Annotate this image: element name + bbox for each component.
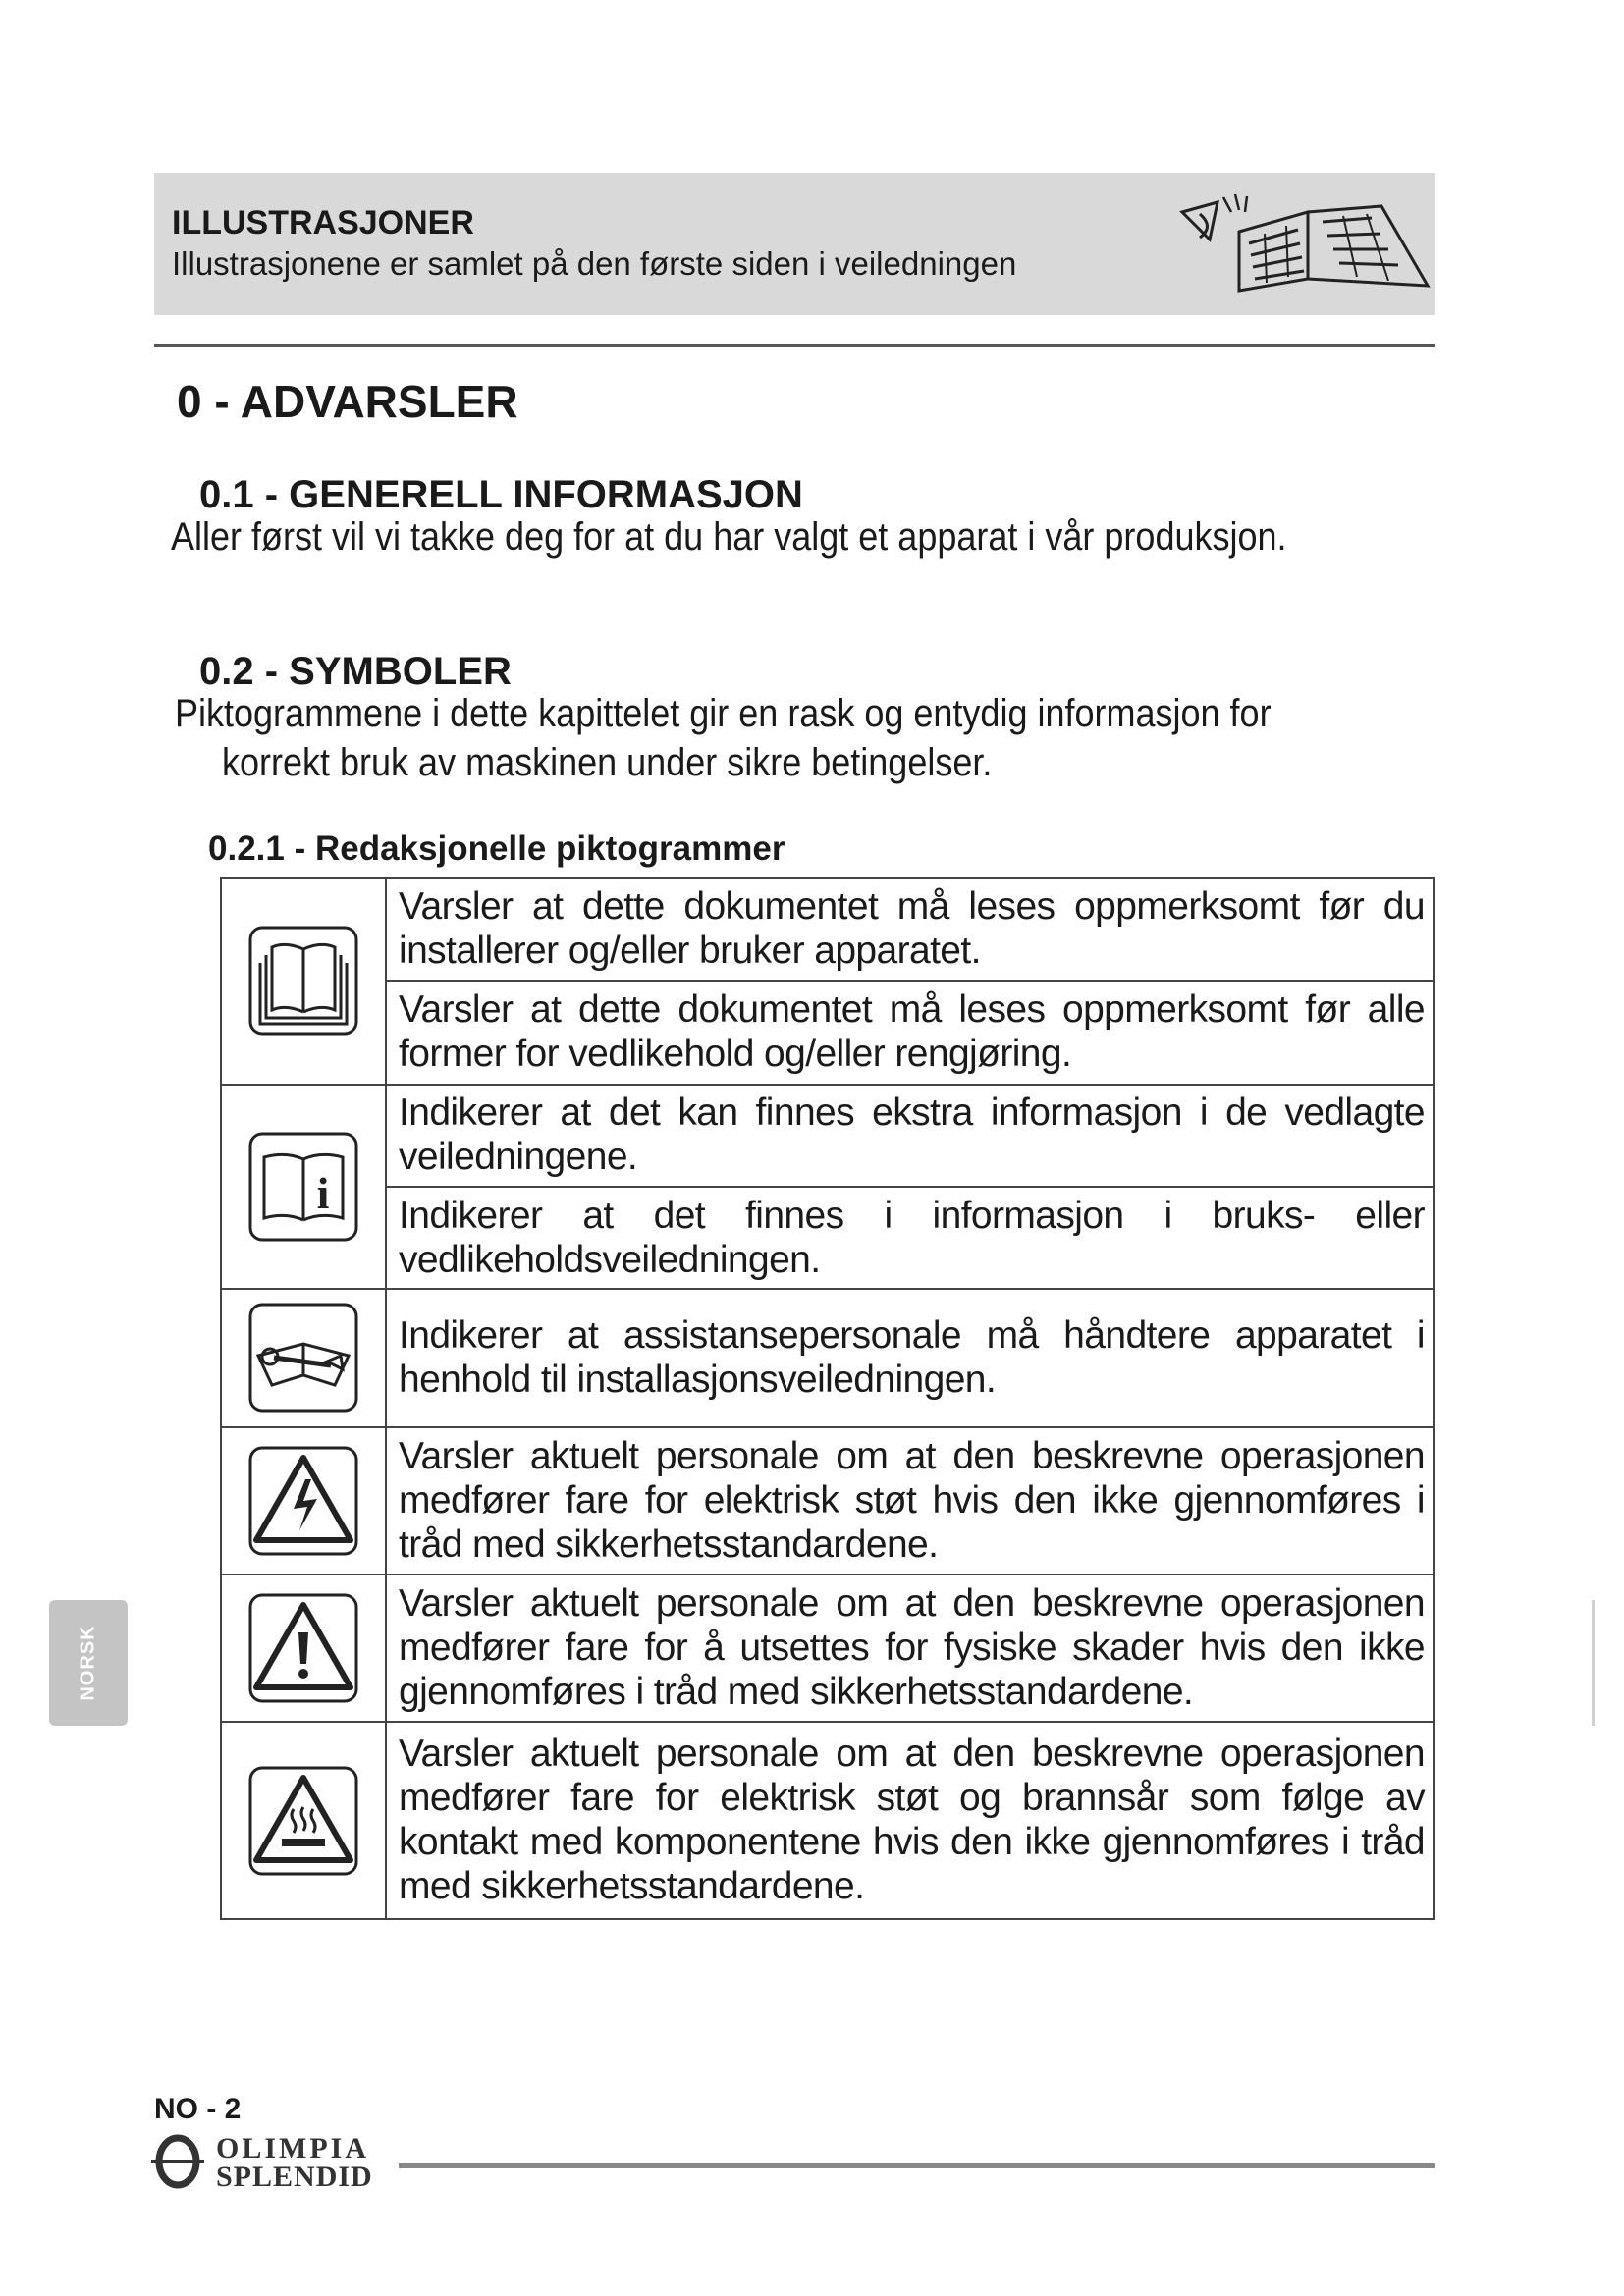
table-row [221, 1575, 1434, 1722]
table-row [221, 1085, 1434, 1187]
section-0-2-text-line2: korrekt bruk av maskinen under sikre betingelser. [222, 741, 993, 784]
icon-cell [221, 878, 386, 1085]
logo-line1: OLIMPIA [216, 2132, 369, 2164]
icon-cell [221, 1085, 386, 1290]
pictogram-description: Varsler aktuelt personale om at den beskrevne operasjonen medfører fare for elektrisk støt hvis den ikke gjennomføres i tråd med sikkerhetsstandardene. [386, 1427, 1434, 1575]
margin-marker [1592, 1600, 1595, 1726]
info-book-icon [246, 1130, 360, 1244]
pictogram-description: Varsler at dette dokumentet må leses oppmerksomt før alle former for vedlikehold og/eller rengjøring. [386, 981, 1434, 1084]
pictogram-description: Indikerer at assistansepersonale må håndtere apparatet i henhold til installasjonsveiledningen. [386, 1289, 1434, 1426]
footer-rule [399, 2163, 1435, 2168]
electric-hazard-icon [246, 1444, 360, 1558]
manual-book-icon [246, 924, 360, 1038]
section-0-heading: 0 - ADVARSLER [177, 376, 518, 427]
section-0-2-heading: 0.2 - SYMBOLER [199, 650, 512, 693]
brand-logo [147, 2132, 393, 2191]
icon-cell [221, 1427, 386, 1575]
banner-title: ILLUSTRASJONER [172, 204, 474, 241]
illustrations-banner [154, 173, 1435, 315]
pictogram-description: Indikerer at det finnes i informasjon i bruks- eller vedlikeholdsveiledningen. [386, 1187, 1434, 1289]
pictogram-description: Varsler aktuelt personale om at den beskrevne operasjonen medfører fare for elektrisk støt og brannsår som følge av kontakt med komponentene hvis den ikke gjennomføres i tråd med sikkerhetsstandardene. [386, 1722, 1434, 1919]
pictogram-description: Indikerer at det kan finnes ekstra informasjon i de vedlagte veiledningene. [386, 1085, 1434, 1187]
table-row [221, 1427, 1434, 1575]
svg-text:i: i [316, 1167, 330, 1218]
olimpia-logo-icon [147, 2132, 208, 2191]
table-row [221, 1289, 1434, 1426]
icon-cell [221, 1722, 386, 1919]
section-0-2-text-line1: Piktogrammene i dette kapittelet gir en rask og entydig informasjon for [175, 692, 1272, 735]
warning-exclamation-icon [246, 1591, 360, 1705]
pictogram-description: Varsler aktuelt personale om at den beskrevne operasjonen medfører fare for å utsettes for fysiske skader hvis den ikke gjennomføres i tråd med sikkerhetsstandardene. [386, 1575, 1434, 1722]
table-row [221, 878, 1434, 981]
table-row [221, 1722, 1434, 1919]
page-number: NO - 2 [154, 2093, 242, 2125]
header-rule [154, 344, 1435, 347]
pictogram-table [220, 877, 1435, 1920]
icon-cell [221, 1289, 386, 1426]
wrench-book-icon [246, 1301, 360, 1415]
pictogram-description: Varsler at dette dokumentet må leses oppmerksomt før du installerer og/eller bruker apparatet. [386, 878, 1434, 981]
banner-subtitle: Illustrasjonene er samlet på den første siden i veiledningen [172, 245, 1017, 282]
table-row [221, 1187, 1434, 1289]
section-0-1-heading: 0.1 - GENERELL INFORMASJON [199, 473, 803, 516]
language-tab [49, 1600, 128, 1726]
icon-cell [221, 1575, 386, 1722]
hot-surface-icon [246, 1764, 360, 1878]
section-0-1-text: Aller først vil vi takke deg for at du har valgt et apparat i vår produksjon. [171, 515, 1287, 559]
section-0-2-1-heading: 0.2.1 - Redaksjonelle piktogrammer [208, 829, 785, 868]
eye-book-icon [1170, 192, 1431, 295]
logo-line2: SPLENDID [216, 2161, 373, 2193]
table-row [221, 981, 1434, 1084]
language-tab-label: NORSK [77, 1625, 99, 1701]
